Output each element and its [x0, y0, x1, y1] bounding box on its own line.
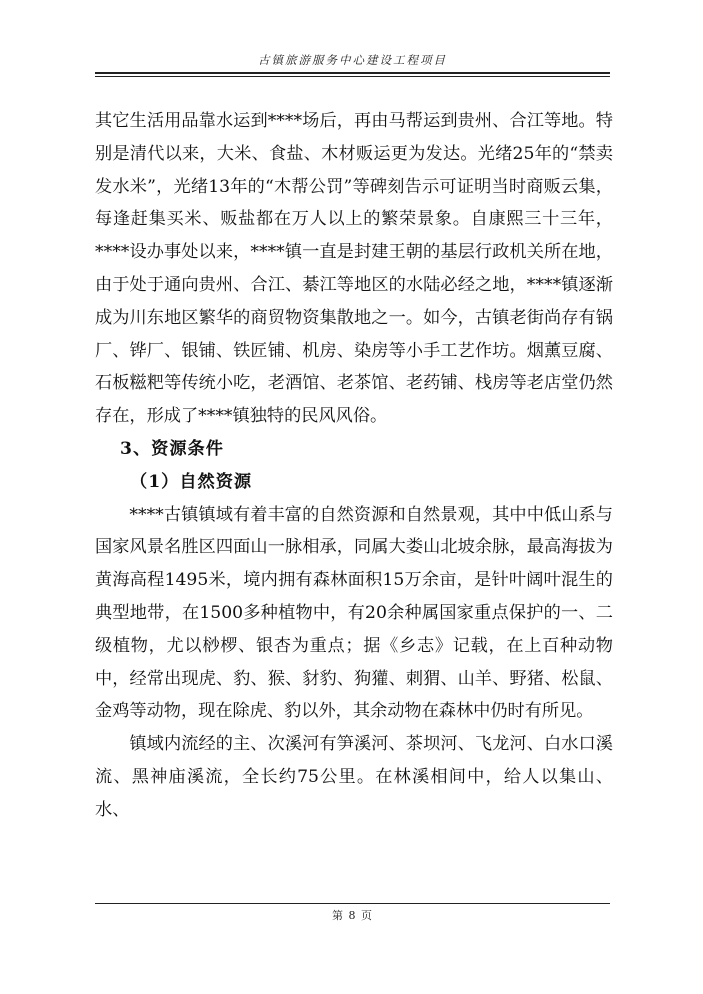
page-number: 第 8 页 [332, 909, 373, 922]
footer-divider [95, 903, 610, 904]
section-heading: 3、资源条件 [120, 438, 224, 459]
paragraph-continued: 其它生活用品靠水运到****场后，再由马帮运到贵州、合江等地。特别是清代以来，大米、食盐、木材贩运更为发达。光绪25年的“禁卖发水米”，光绪13年的“木帮公罚”等碑刻告示可证明当时商贩云集，每逢赶集买米、贩盐都在万人以上的繁荣景象。自康熙三十三年，****设办事处以来，****镇一直是封建王朝的基层行政机关所在地，由于处于通向贵州、合江、綦江等地区的水陆必经之地，****镇逐渐成为川东地区繁华的商贸物资集散地之一。如今，古镇老街尚存有锅厂、铧厂、银铺、铁匠铺、机房、染房等小手工艺作坊。烟薰豆腐、石板糍粑等传统小吃，老酒馆、老茶馆、老药铺、栈房等老店堂仍然存在，形成了****镇独特的民风风俗。 [95, 111, 613, 427]
page-header: 古镇旅游服务中心建设工程项目 [258, 53, 447, 67]
document-body [95, 105, 613, 827]
header-divider-thin [95, 76, 610, 77]
subsection-heading: （1）自然资源 [130, 471, 253, 492]
paragraph-natural-resources: ****古镇镇域有着丰富的自然资源和自然景观，其中中低山系与国家风景名胜区四面山一脉相承，同属大娄山北坡余脉，最高海拔为黄海高程1495米，境内拥有森林面积15万余亩，是针叶阔叶混生的典型地带，在1500多种植物中，有20余种属国家重点保护的一、二级植物，尤以桫椤、银杏为重点；据《乡志》记载，在上百种动物中，经常出现虎、豹、猴、豺豹、狗獾、刺猬、山羊、野猪、松鼠、金鸡等动物，现在除虎、豹以外，其余动物在森林中仍时有所见。 [95, 504, 613, 722]
paragraph-rivers: 镇域内流经的主、次溪河有笋溪河、茶坝河、飞龙河、白水口溪流、黑神庙溪流，全长约75公里。在林溪相间中，给人以集山、水、 [95, 734, 613, 820]
header-divider [95, 72, 610, 74]
